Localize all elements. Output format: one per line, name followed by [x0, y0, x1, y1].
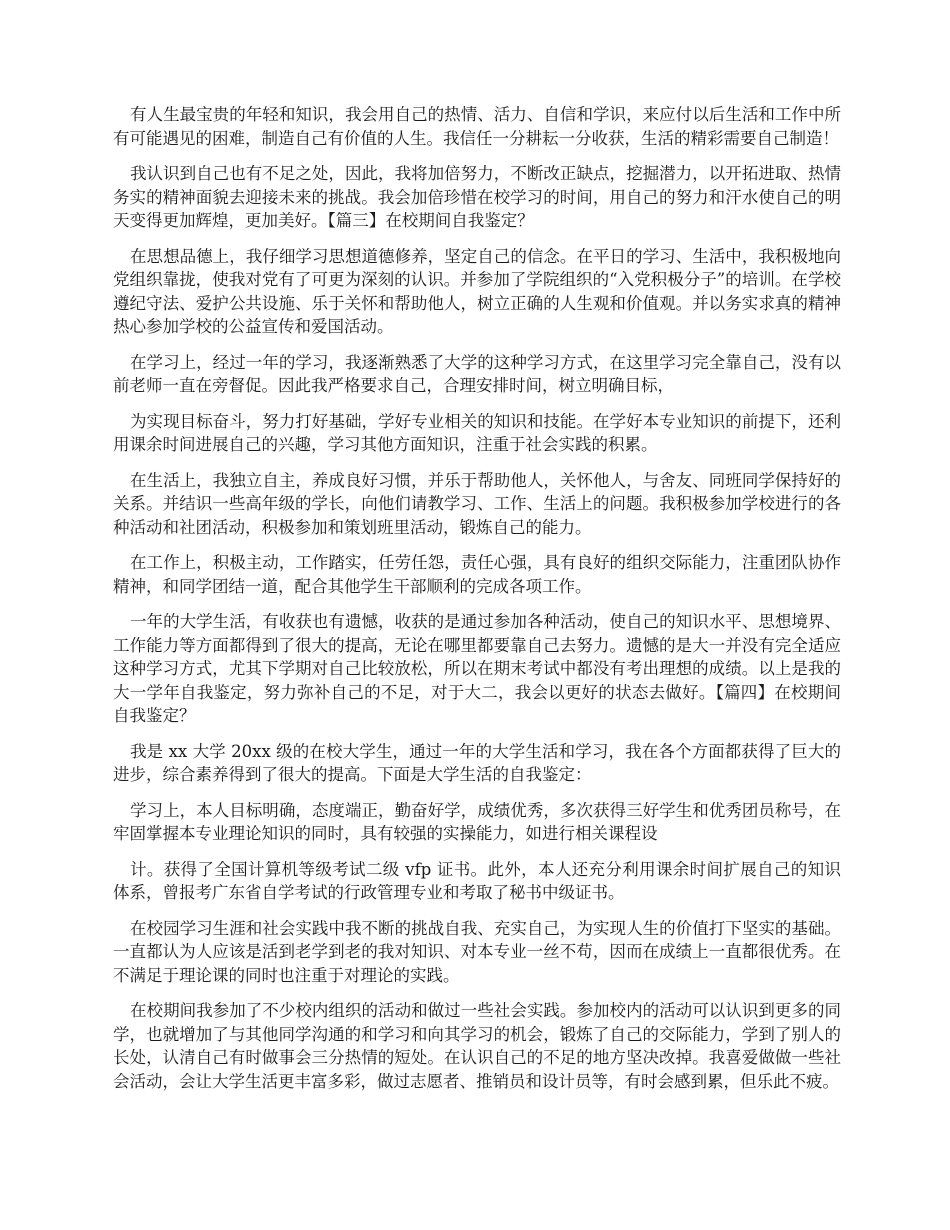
paragraph: 在学习上，经过一年的学习，我逐渐熟悉了大学的这种学习方式，在这里学习完全靠自己，没有以前老师一直在旁督促。因此我严格要求自己，合理安排时间，树立明确目标，: [113, 352, 841, 395]
paragraph: 为实现目标奋斗，努力打好基础，学好专业相关的知识和技能。在学好本专业知识的前提下，还利用课余时间进展自己的兴趣，学习其他方面知识，注重于社会实践的积累。: [113, 411, 841, 454]
paragraph: 我认识到自己也有不足之处，因此，我将加倍努力，不断改正缺点，挖掘潜力，以开拓进取、热情务实的精神面貌去迎接未来的挑战。我会加倍珍惜在校学习的时间，用自己的努力和汗水使自己的明天变得更加辉煌，更加美好。【篇三】在校期间自我鉴定？: [113, 164, 841, 230]
document-body: [113, 103, 841, 1105]
paragraph: 一年的大学生活，有收获也有遗憾，收获的是通过参加各种活动，使自己的知识水平、思想境界、工作能力等方面都得到了很大的提高，无论在哪里都要靠自己去努力。遗憾的是大一并没有完全适应这种学习方式，尤其下学期对自己比较放松，所以在期末考试中都没有考出理想的成绩。以上是我的大一学年自我鉴定，努力弥补自己的不足，对于大二，我会以更好的状态去做好。【篇四】在校期间自我鉴定？: [113, 612, 841, 725]
paragraph: 计。获得了全国计算机等级考试二级 vfp 证书。此外，本人还充分利用课余时间扩展自己的知识体系，曾报考广东省自学考试的行政管理专业和考取了秘书中级证书。: [113, 859, 841, 902]
paragraph: 在工作上，积极主动，工作踏实，任劳任怨，责任心强，具有良好的组织交际能力，注重团队协作精神，和同学团结一道，配合其他学生干部顺利的完成各项工作。: [113, 553, 841, 596]
paragraph: 在思想品德上，我仔细学习思想道德修养，坚定自己的信念。在平日的学习、生活中，我积极地向党组织靠拢，使我对党有了可更为深刻的认识。并参加了学院组织的“入党积极分子”的培训。在学校遵纪守法、爱护公共设施、乐于关怀和帮助他人，树立正确的人生观和价值观。并以务实求真的精神热心参加学校的公益宣传和爱国活动。: [113, 246, 841, 336]
paragraph: 有人生最宝贵的年轻和知识，我会用自己的热情、活力、自信和学识，来应付以后生活和工作中所有可能遇见的困难，制造自己有价值的人生。我信任一分耕耘一分收获，生活的精彩需要自己制造！: [113, 105, 841, 148]
paragraph: 在生活上，我独立自主，养成良好习惯，并乐于帮助他人，关怀他人，与舍友、同班同学保持好的关系。并结识一些高年级的学长，向他们请教学习、工作、生活上的问题。我积极参加学校进行的各种活动和社团活动，积极参加和策划班里活动，锻炼自己的能力。: [113, 470, 841, 537]
paragraph: 我是 xx 大学 20xx 级的在校大学生，通过一年的大学生活和学习，我在各个方面都获得了巨大的进步，综合素养得到了很大的提高。下面是大学生活的自我鉴定：: [113, 741, 841, 784]
paragraph: 在校期间我参加了不少校内组织的活动和做过一些社会实践。参加校内的活动可以认识到更多的同学，也就增加了与其他同学沟通的和学习和向其学习的机会，锻炼了自己的交际能力，学到了别人的长处，认清自己有时做事会三分热情的短处。在认识自己的不足的地方坚决改掉。我喜爱做做一些社会活动，会让大学生活更丰富多彩，做过志愿者、推销员和设计员等，有时会感到累，但乐此不疲。: [113, 1001, 841, 1091]
paragraph: 学习上，本人目标明确，态度端正，勤奋好学，成绩优秀，多次获得三好学生和优秀团员称号，在牢固掌握本专业理论知识的同时，具有较强的实操能力，如进行相关课程设: [113, 800, 841, 843]
paragraph: 在校园学习生涯和社会实践中我不断的挑战自我、充实自己，为实现人生的价值打下坚实的基础。一直都认为人应该是活到老学到老的我对知识、对本专业一丝不苟，因而在成绩上一直都很优秀。在不满足于理论课的同时也注重于对理论的实践。: [113, 918, 841, 985]
